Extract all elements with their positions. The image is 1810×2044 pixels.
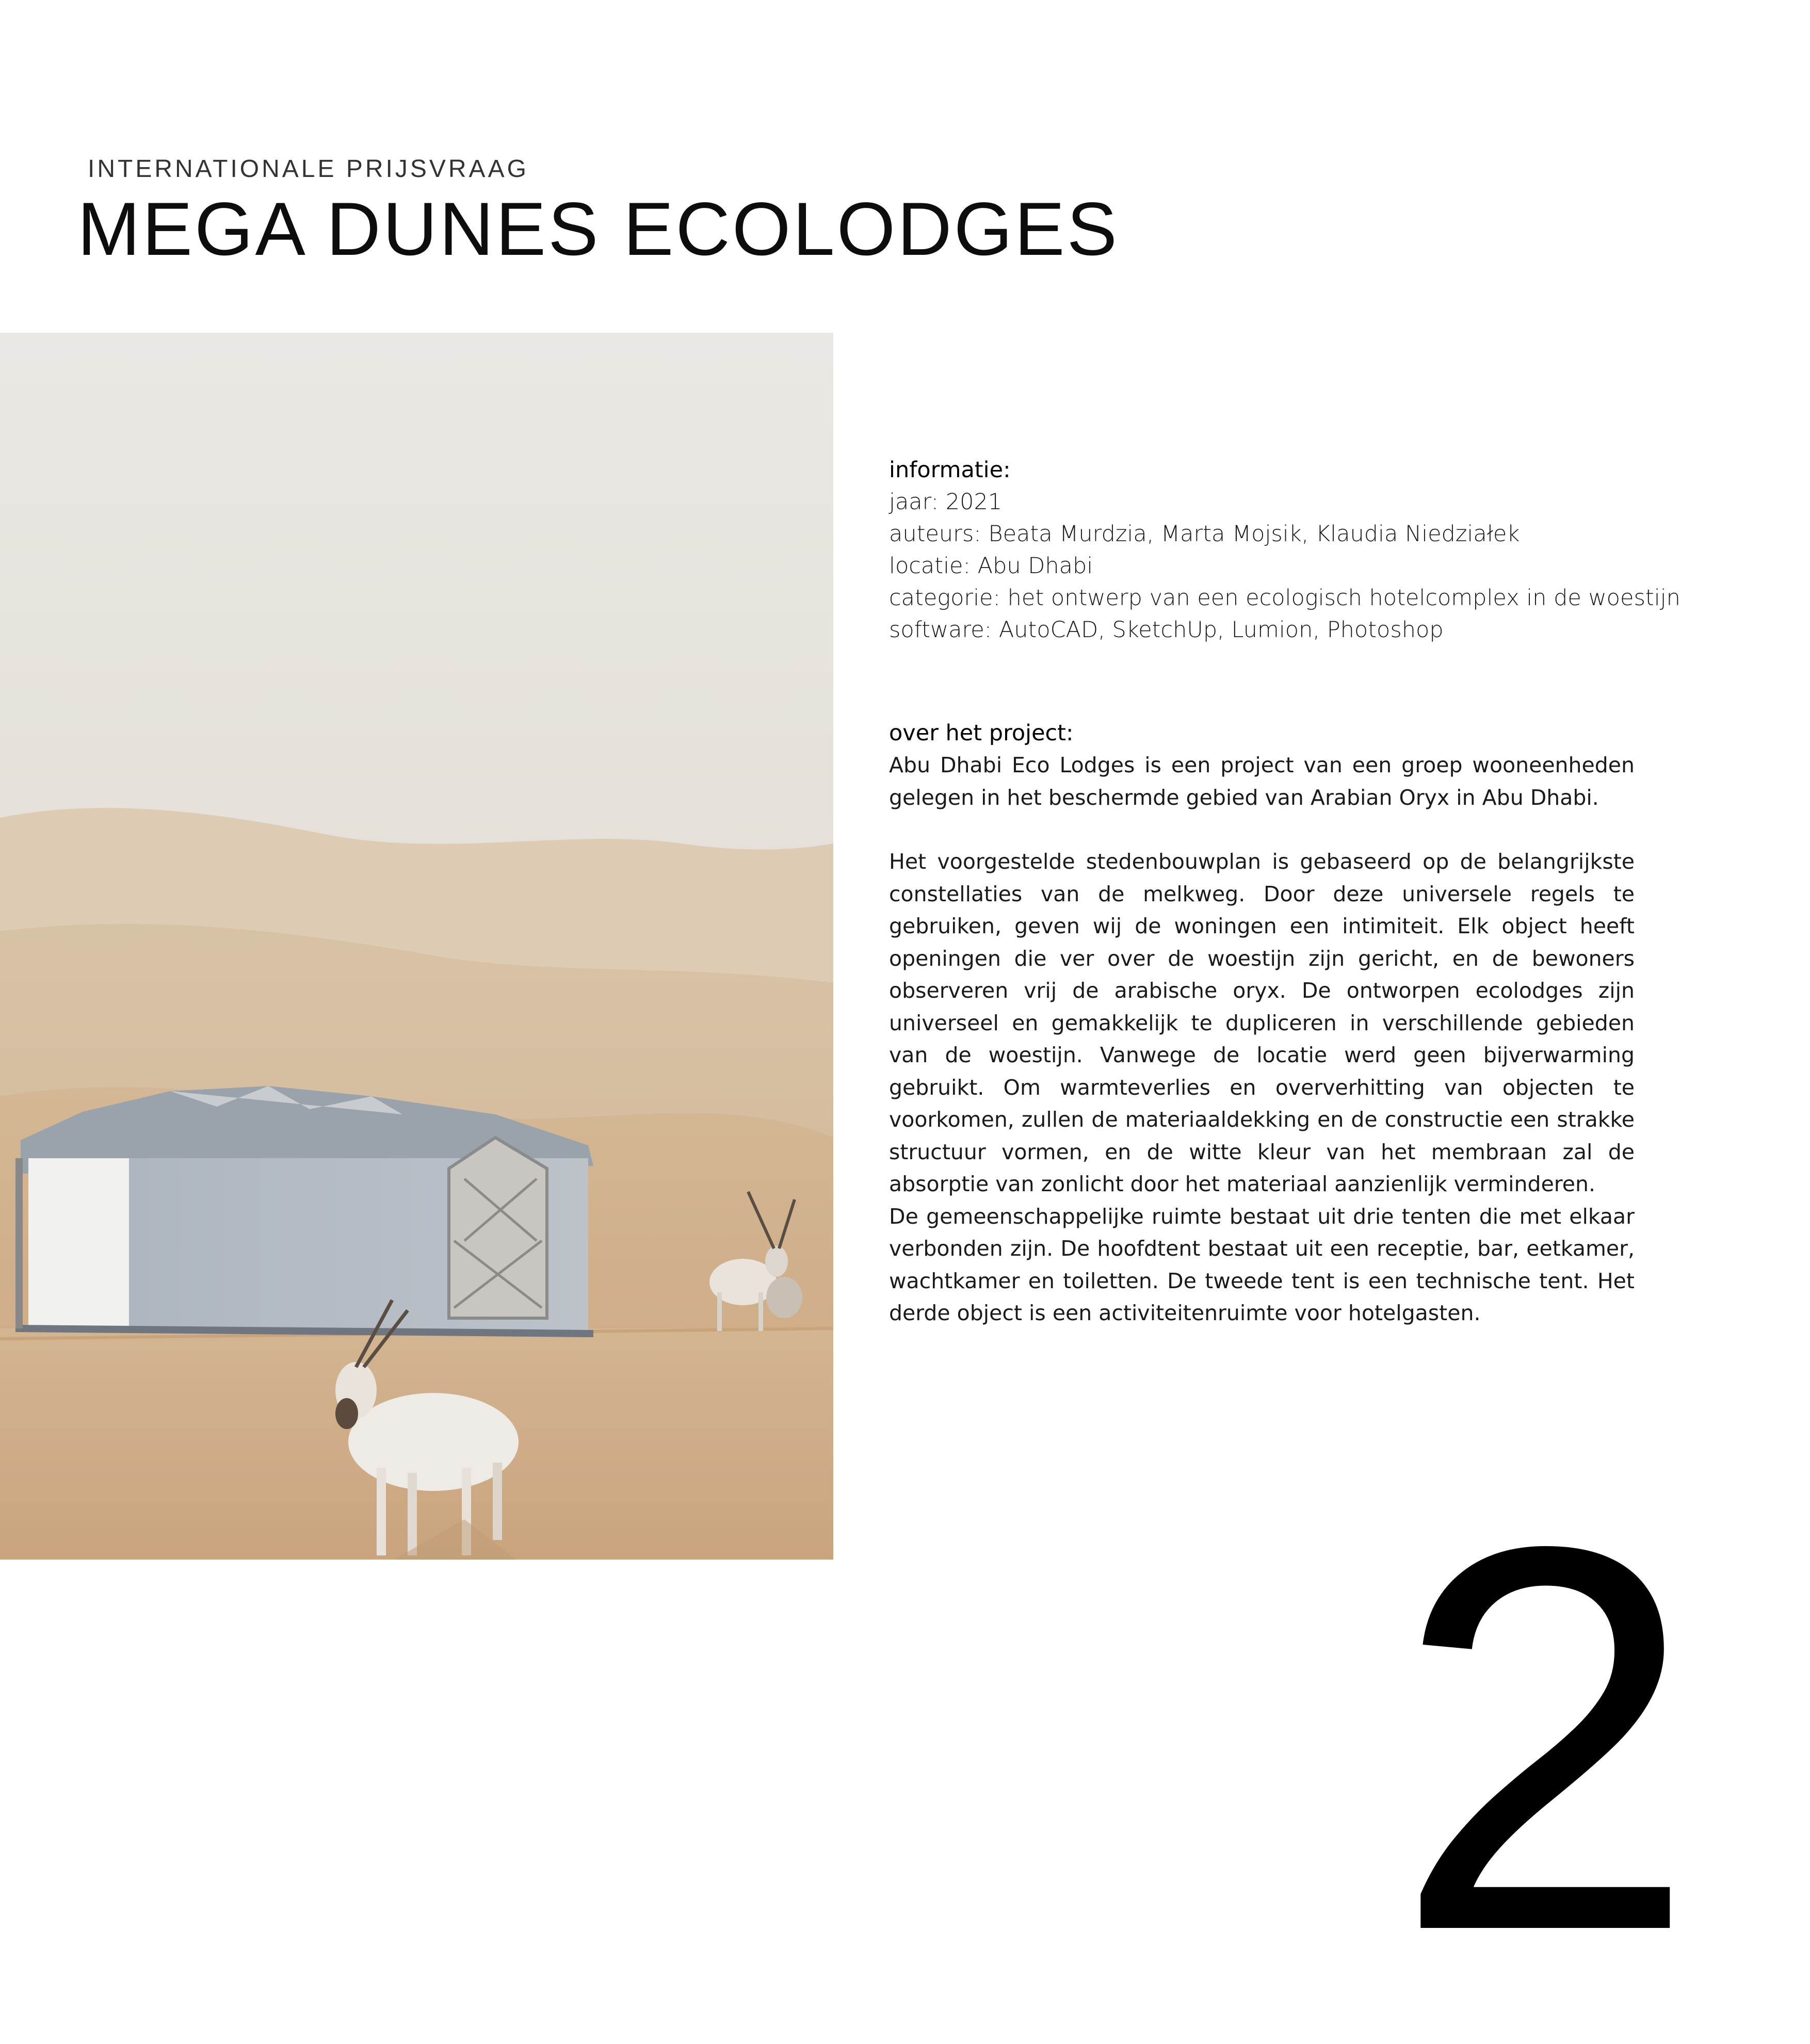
info-category: categorie: het ontwerp van een ecologisch hotelcomplex in de woestijn bbox=[889, 585, 1680, 611]
info-authors: auteurs: Beata Murdzia, Marta Mojsik, Klaudia Niedziałek bbox=[889, 521, 1520, 547]
info-software: software: AutoCAD, SketchUp, Lumion, Photoshop bbox=[889, 617, 1444, 643]
hero-image bbox=[0, 333, 833, 1560]
tent bbox=[15, 1086, 593, 1334]
about-paragraph-3: De gemeenschappelijke ruimte bestaat uit drie tenten die met elkaar verbonden zijn. De hoofdtent bestaat uit een receptie, bar, eetkamer, wachtkamer en toiletten. De tweede tent is een technische tent. Het derde object is een activiteitenruimte voor hotelgasten. bbox=[889, 1204, 1635, 1325]
info-location: locatie: Abu Dhabi bbox=[889, 553, 1093, 579]
about-heading: over het project: bbox=[889, 720, 1074, 746]
page-title: MEGA DUNES ECOLODGES bbox=[77, 187, 1119, 271]
info-block bbox=[889, 454, 1680, 646]
page-number: 2 bbox=[1393, 1433, 1698, 2044]
about-paragraph-2: Het voorgestelde stedenbouwplan is gebaseerd op de belangrijkste constellaties van de melkweg. Door deze universele regels te gebruiken, geven wij de woningen een intimiteit. Elk object heeft openingen die ver over de woestijn zijn gericht, en de bewoners observeren vrij de arabische oryx. De ontworpen ecolodges zijn universeel en gemakkelijk te dupliceren in verschillende gebieden van de woestijn. Vanwege de locatie werd geen bijverwarming gebruikt. Om warmteverlies en oververhitting van objecten te voorkomen, zullen de materiaaldekking en de constructie een strakke structuur vormen, en de witte kleur van het membraan zal de absorptie van zonlicht door het materiaal aanzienlijk verminderen. bbox=[889, 849, 1635, 1196]
info-year: jaar: 2021 bbox=[889, 489, 1003, 515]
info-heading: informatie: bbox=[889, 457, 1011, 483]
section-kicker: INTERNATIONALE PRIJSVRAAG bbox=[88, 155, 529, 183]
desert-rendering bbox=[0, 333, 833, 1560]
about-block bbox=[889, 717, 1635, 1329]
about-paragraph-1: Abu Dhabi Eco Lodges is een project van een groep wooneenheden gelegen in het beschermde gebied van Arabian Oryx in Abu Dhabi. bbox=[889, 753, 1635, 810]
